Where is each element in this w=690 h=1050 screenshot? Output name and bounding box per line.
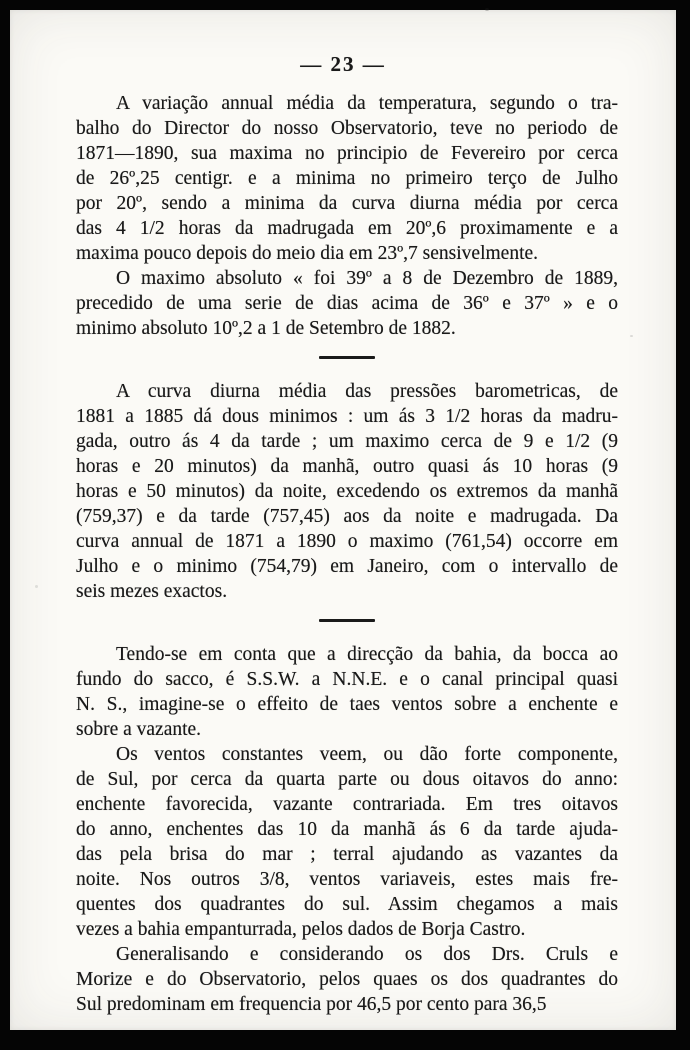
text-line: das 4 1/2 horas da madrugada em 20º,6 proximamente e a (76, 218, 618, 239)
text-line: quentes dos quadrantes do sul. Assim chegamos a mais (76, 894, 618, 915)
scan-speckle (35, 585, 38, 588)
scan-speckle (630, 335, 633, 337)
text-line: Os ventos constantes veem, ou dão forte componente, (116, 744, 618, 765)
text-line: Julho e o minimo (754,79) em Janeiro, com o intervallo de (76, 556, 618, 577)
text-line: Morize e do Observatorio, pelos quaes os dos quadrantes do (76, 969, 618, 990)
text-line: por 20º, sendo a minima da curva diurna média por cerca (76, 193, 618, 214)
text-line: maxima pouco depois do meio dia em 23º,7 sensivelmente. (76, 243, 539, 264)
text-line: N. S., imagine-se o effeito de taes ventos sobre a enchente e (76, 694, 618, 715)
text-line: seis mezes exactos. (76, 581, 228, 602)
text-line: noite. Nos outros 3/8, ventos variaveis, estes mais fre- (76, 869, 618, 890)
text-line: de 26º,25 centigr. e a minima no primeiro terço de Julho (76, 168, 618, 189)
text-line: vezes a bahia empanturrada, pelos dados de Borja Castro. (76, 919, 526, 940)
text-line: O maximo absoluto « foi 39º a 8 de Dezembro de 1889, (116, 268, 618, 289)
text-line: horas e 20 minutos) da manhã, outro quasi ás 10 horas (9 (76, 456, 618, 477)
text-line: gada, outro ás 4 da tarde ; um maximo cerca de 9 e 1/2 (9 (76, 431, 618, 452)
text-line: horas e 50 minutos) da noite, excedendo os extremos da manhã (76, 481, 618, 502)
text-line: 1881 a 1885 dá dous minimos : um ás 3 1/2 horas da madru- (76, 406, 618, 427)
text-line: minimo absoluto 10º,2 a 1 de Setembro de 1882. (76, 318, 456, 339)
text-line: Sul predominam em frequencia por 46,5 por cento para 36,5 (76, 994, 547, 1015)
paragraph (76, 642, 618, 742)
paragraph (76, 379, 618, 604)
section-divider (319, 619, 375, 622)
text-line: sobre a vazante. (76, 719, 202, 740)
text-line: enchente favorecida, vazante contrariada. Em tres oitavos (76, 794, 618, 815)
text-line: 1871—1890, sua maxima no principio de Fevereiro por cerca (76, 143, 618, 164)
paragraph (76, 91, 618, 266)
document-page (10, 10, 676, 1030)
text-line: precedido de uma serie de dias acima de 36º e 37º » e o (76, 293, 618, 314)
text-line: (759,37) e da tarde (757,45) aos da noite e madrugada. Da (76, 506, 618, 527)
paragraph (76, 266, 618, 341)
text-line: Tendo-se em conta que a direcção da bahia, da bocca ao (116, 644, 618, 665)
text-column (76, 91, 618, 1017)
text-line: do anno, enchentes das 10 da manhã ás 6 da tarde ajuda- (76, 819, 618, 840)
text-line: Generalisando e considerando os dos Drs. Cruls e (116, 944, 618, 965)
scan-speckle (485, 8, 489, 11)
text-line: das pela brisa do mar ; terral ajudando as vazantes da (76, 844, 618, 865)
text-line: balho do Director do nosso Observatorio, teve no periodo de (76, 118, 618, 139)
text-line: curva annual de 1871 a 1890 o maximo (761,54) occorre em (76, 531, 618, 552)
text-line: A variação annual média da temperatura, segundo o tra- (116, 93, 618, 114)
paragraph (76, 742, 618, 942)
paragraph (76, 942, 618, 1017)
text-line: A curva diurna média das pressões barometricas, de (116, 381, 618, 402)
page-number: — 23 — (300, 52, 386, 76)
text-line: fundo do sacco, é S.S.W. a N.N.E. e o canal principal quasi (76, 669, 618, 690)
text-line: de Sul, por cerca da quarta parte ou dous oitavos do anno: (76, 769, 618, 790)
section-divider (319, 356, 375, 359)
